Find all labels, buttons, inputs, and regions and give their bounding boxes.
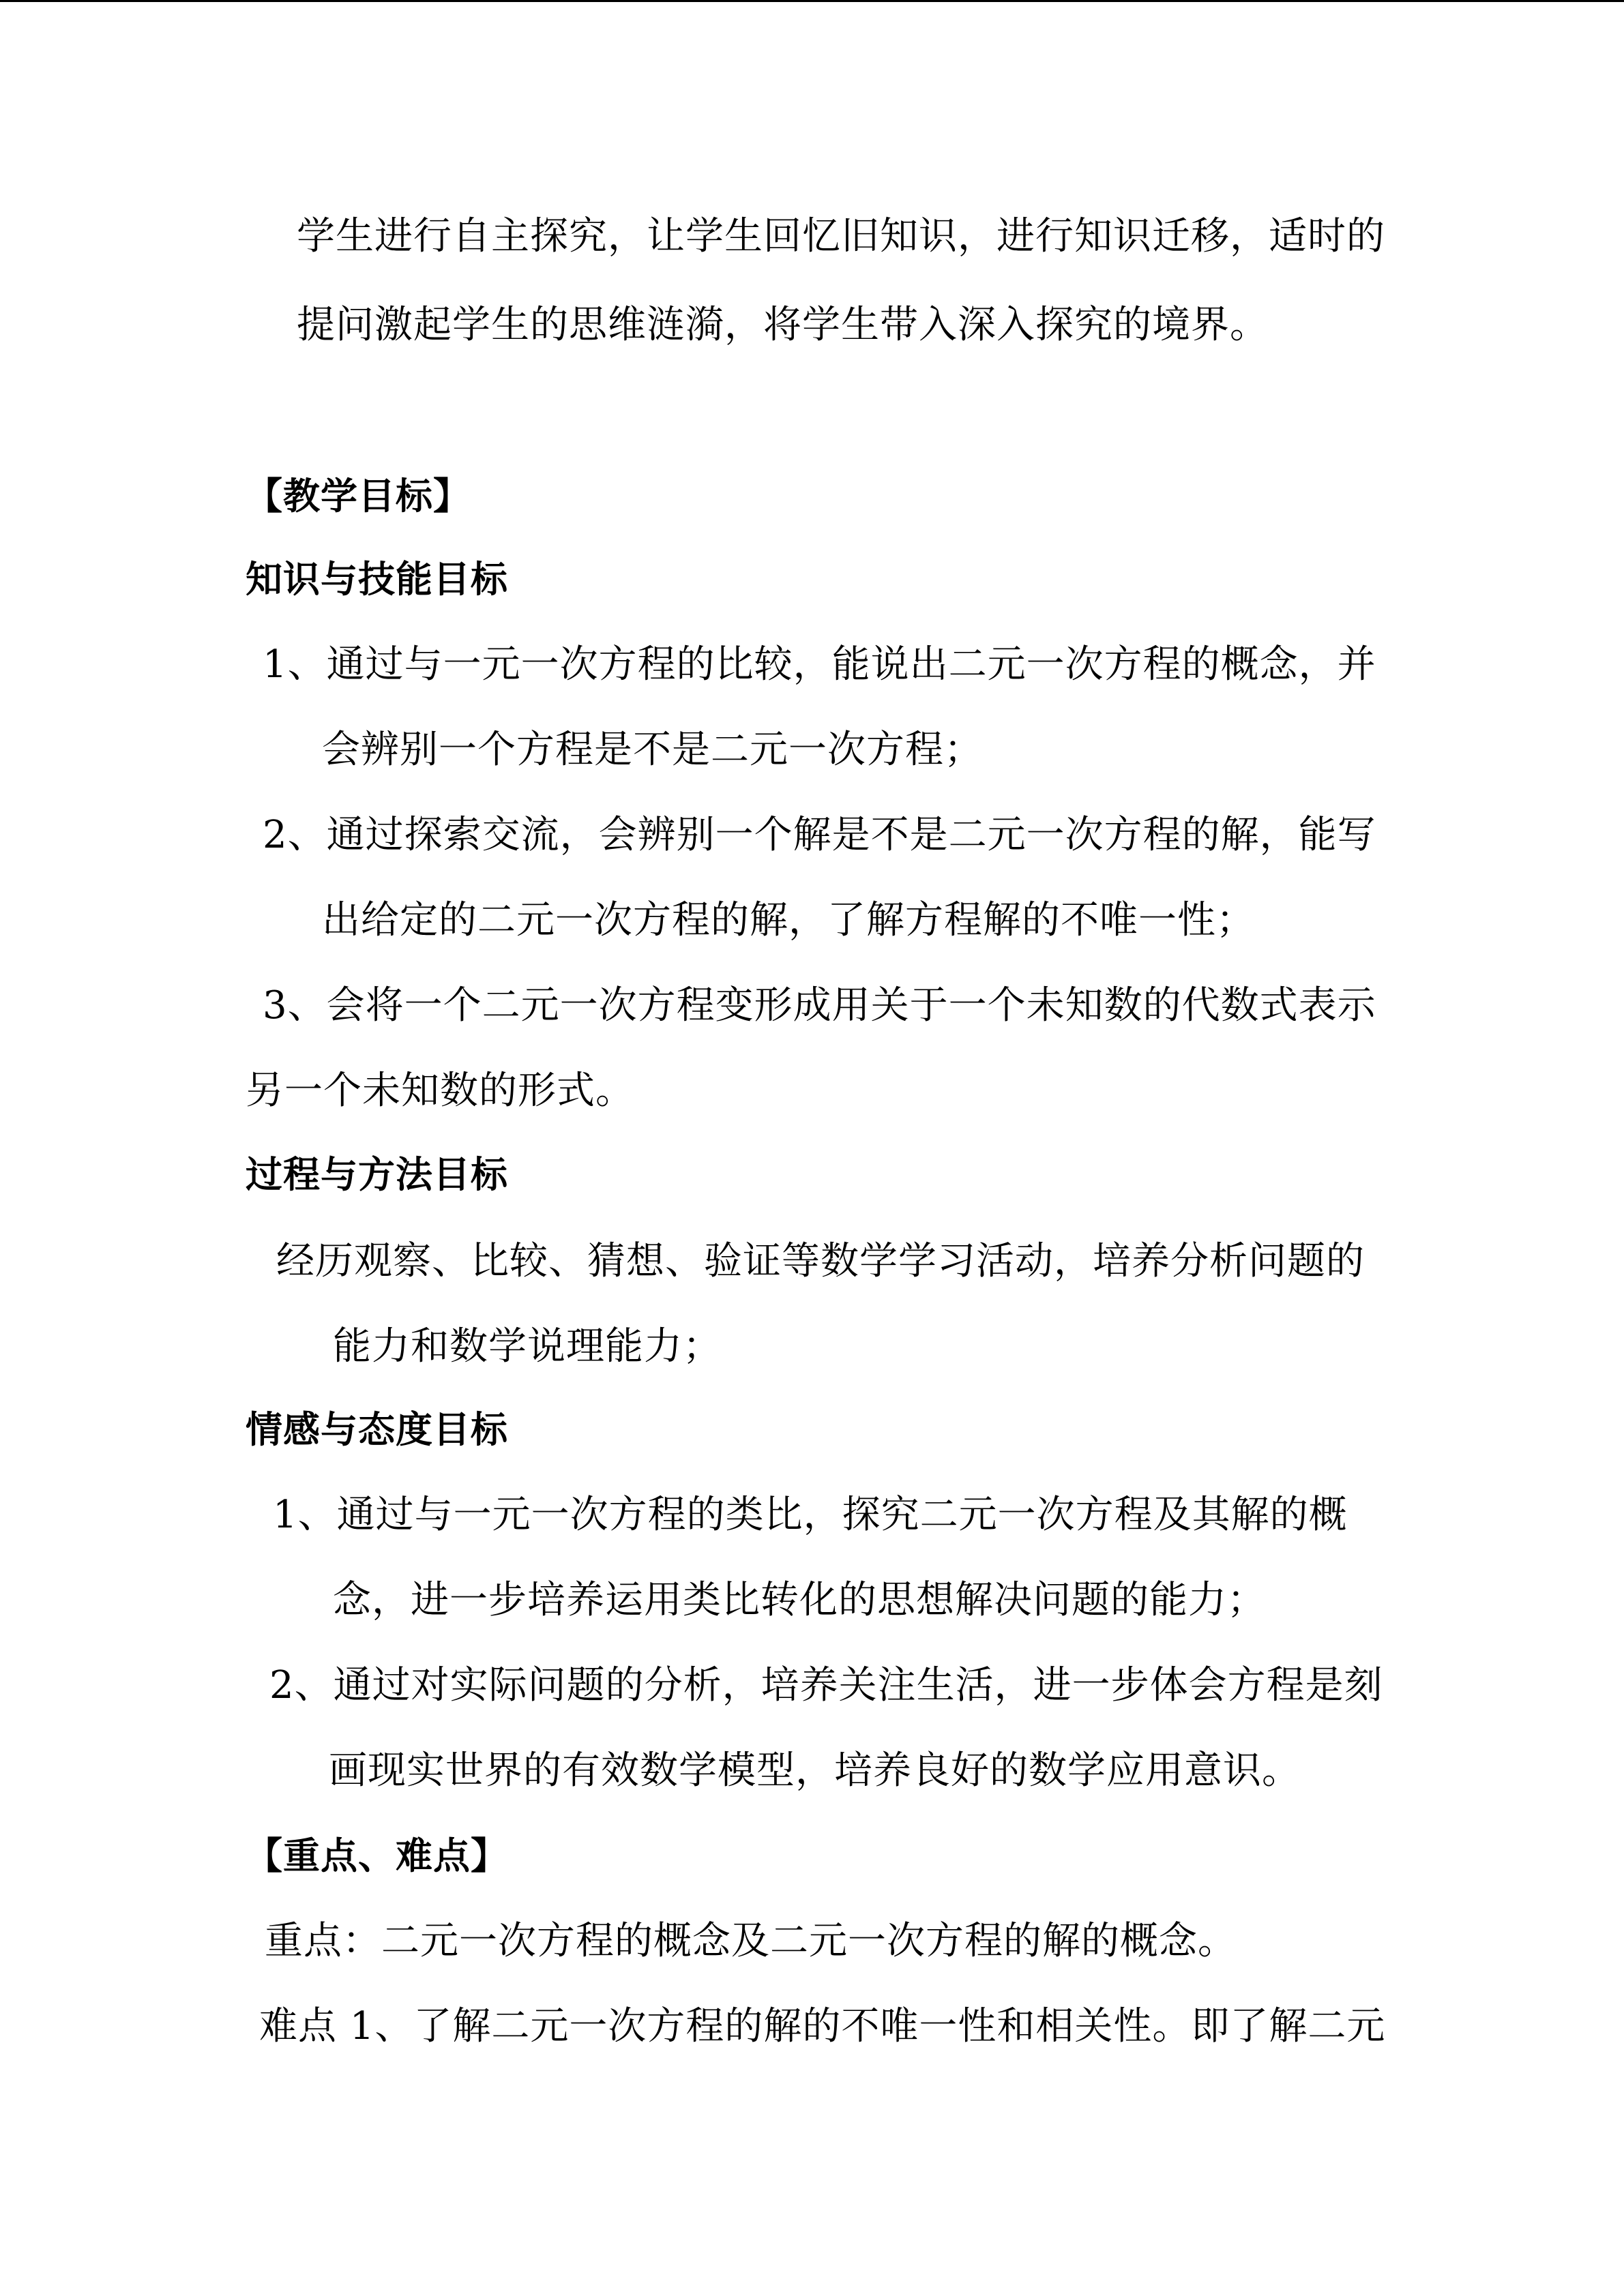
emotion-item-2-line-1: 2、通过对实际问题的分析，培养关注生活，进一步体会方程是刻: [269, 1663, 1383, 1708]
knowledge-item-1-line-2: 会辨别一个方程是不是二元一次方程；: [322, 728, 983, 772]
process-methods-heading: 过程与方法目标: [246, 1153, 508, 1196]
teaching-goals-heading: 【教学目标】: [246, 475, 471, 518]
emotion-item-1-line-1: 1、通过与一元一次方程的类比，探究二元一次方程及其解的概: [273, 1493, 1348, 1537]
intro-line-1: 学生进行自主探究，让学生回忆旧知识，进行知识迁移，适时的: [297, 214, 1385, 258]
key-point-text: 重点：二元一次方程的概念及二元一次方程的解的概念。: [265, 1919, 1237, 1963]
emotion-attitude-heading: 情感与态度目标: [246, 1408, 508, 1451]
knowledge-item-2-line-1: 2、通过探索交流，会辨别一个解是不是二元一次方程的解，能写: [263, 813, 1376, 857]
knowledge-item-3-line-1: 3、会将一个二元一次方程变形成用关于一个未知数的代数式表示: [263, 983, 1376, 1028]
emotion-item-2-line-2: 画现实世界的有效数学模型，培养良好的数学应用意识。: [329, 1748, 1301, 1793]
knowledge-item-3-line-2: 另一个未知数的形式。: [246, 1069, 634, 1113]
process-line-2: 能力和数学说理能力；: [333, 1324, 722, 1369]
knowledge-skills-heading: 知识与技能目标: [246, 558, 508, 601]
difficulty-text: 难点 1、了解二元一次方程的解的不唯一性和相关性。即了解二元: [259, 2004, 1386, 2048]
intro-line-2: 提问激起学生的思维涟漪，将学生带入深入探究的境界。: [297, 303, 1269, 347]
emotion-item-1-line-2: 念，进一步培养运用类比转化的思想解决问题的能力；: [333, 1578, 1266, 1622]
page-top-border: [0, 0, 1624, 2]
knowledge-item-1-line-1: 1、通过与一元一次方程的比较，能说出二元一次方程的概念，并: [263, 642, 1376, 687]
key-points-heading: 【重点、难点】: [246, 1834, 508, 1877]
process-line-1: 经历观察、比较、猜想、验证等数学学习活动，培养分析问题的: [276, 1239, 1365, 1283]
knowledge-item-2-line-2: 出给定的二元一次方程的解，了解方程解的不唯一性；: [322, 898, 1255, 942]
